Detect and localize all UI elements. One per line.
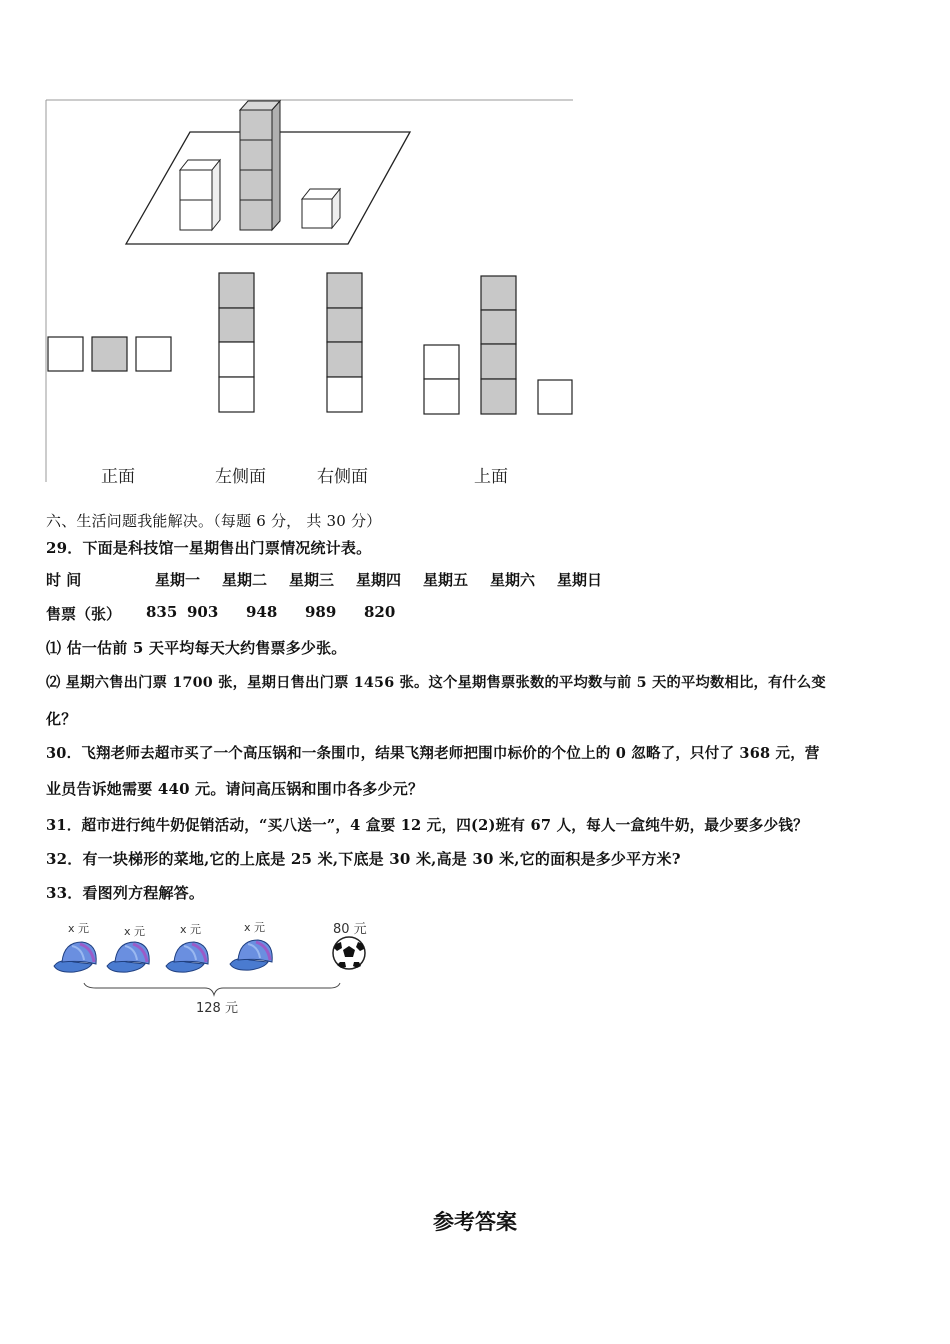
answers-title: 参考答案: [433, 1210, 517, 1234]
soccer-ball-icon: [333, 937, 365, 969]
q29-sales-value: 948: [246, 603, 278, 621]
total-brace: [84, 983, 340, 995]
q29-sub2-line2: 化？: [46, 710, 77, 728]
q29-sales-value: 989: [305, 603, 337, 621]
q29-time-label: 时 间: [46, 571, 82, 589]
q33-text: 33．看图列方程解答。: [46, 884, 205, 902]
view-label-top: 上面: [474, 467, 508, 487]
q30-line1: 30．飞翔老师去超市买了一个高压锅和一条围巾，结果飞翔老师把围巾标价的个位上的 0 忽略了，只付了 368 元，营: [46, 745, 820, 762]
view-label-front: 正面: [101, 467, 135, 487]
view-label-left: 左侧面: [215, 467, 266, 487]
q29-day: 星期四: [356, 571, 402, 589]
q29-day: 星期一: [155, 571, 201, 589]
q29-sub1: ⑴ 估一估前 5 天平均每天大约售票多少张。: [46, 639, 347, 657]
section-six-heading: 六、生活问题我能解决。（每题 6 分， 共 30 分）: [46, 512, 382, 530]
cap-price-label: x 元: [244, 921, 266, 934]
q29-sales-value: 835: [146, 603, 178, 621]
ball-price-label: 80 元: [333, 922, 367, 937]
q29-sales-value: 903: [187, 603, 219, 621]
q29-day: 星期三: [289, 571, 335, 589]
cap-icon: [230, 940, 272, 970]
cap-icon: [54, 942, 96, 972]
cap-price-label: x 元: [180, 923, 202, 936]
q29-sub2-line1: ⑵ 星期六售出门票 1700 张，星期日售出门票 1456 张。这个星期售票张数的平均数与前 5 天的平均数相比，有什么变: [46, 675, 826, 691]
cap-icon: [107, 942, 149, 972]
view-label-right: 右侧面: [317, 467, 368, 487]
total-price-label: 128 元: [196, 1001, 238, 1016]
q29-sales-value: 820: [364, 603, 396, 621]
q29-sales-label: 售票（张）: [46, 605, 122, 623]
cap-price-label: x 元: [124, 925, 146, 938]
q30-line2: 业员告诉她需要 440 元。请问高压锅和围巾各多少元？: [46, 780, 424, 798]
q32-text: 32．有一块梯形的菜地,它的上底是 25 米,下底是 30 米,高是 30 米,它的面积是多少平方米?: [46, 850, 681, 868]
q31-text: 31．超市进行纯牛奶促销活动，“买八送一”，4 盒要 12 元，四(2)班有 67 人，每人一盒纯牛奶，最少要多少钱？: [46, 817, 808, 834]
q29-day: 星期日: [557, 571, 603, 589]
q29-day: 星期六: [490, 571, 536, 589]
q29-stem: 29．下面是科技馆一星期售出门票情况统计表。: [46, 539, 372, 557]
q29-day: 星期五: [423, 571, 469, 589]
cap-icon: [166, 942, 208, 972]
cap-price-label: x 元: [68, 922, 90, 935]
q29-day: 星期二: [222, 571, 268, 589]
